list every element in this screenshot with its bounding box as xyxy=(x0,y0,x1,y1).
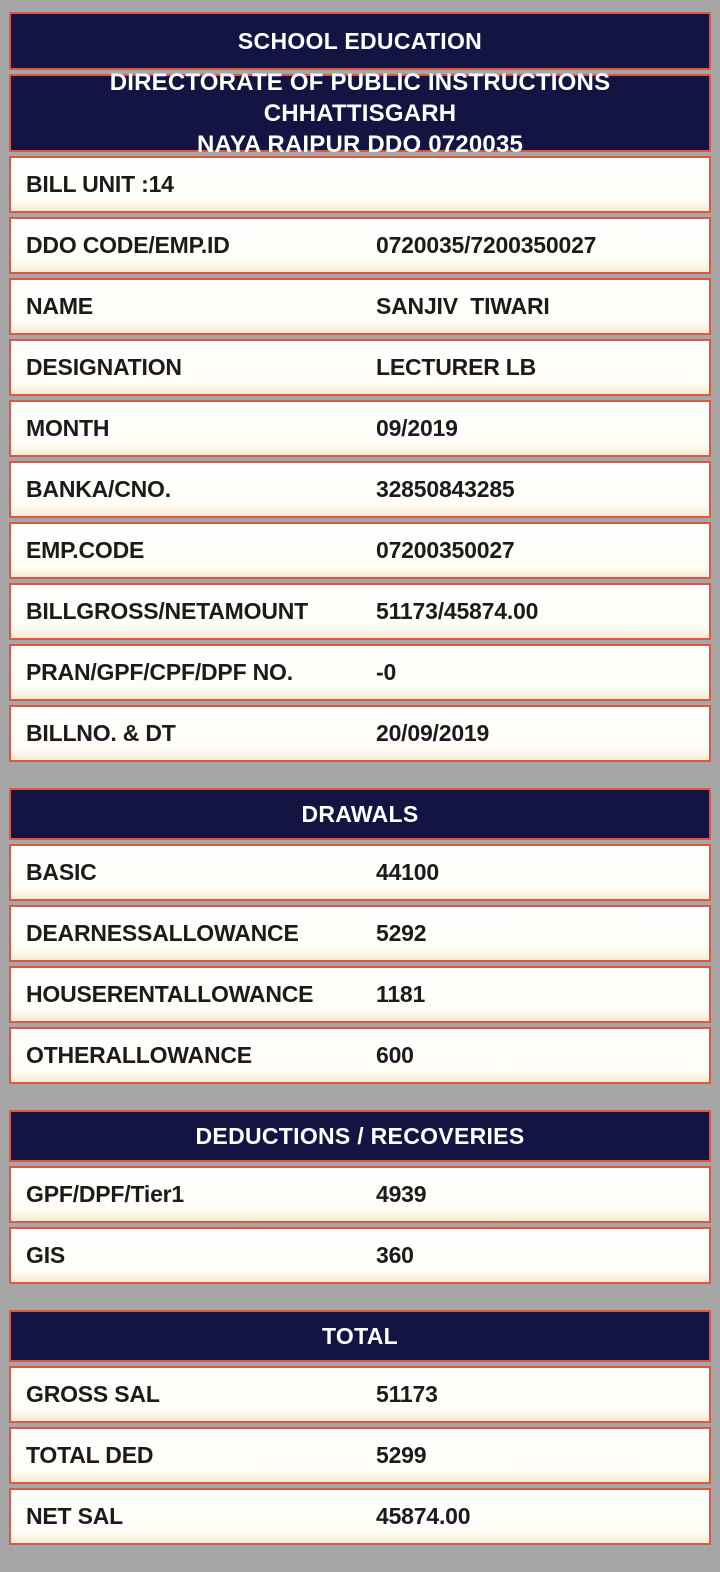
department-title-banner xyxy=(9,12,711,70)
row-value: 5292 xyxy=(376,920,427,946)
row-label: NET SAL xyxy=(26,1503,123,1529)
row-value: 45874.00 xyxy=(376,1503,471,1529)
page-title: SCHOOL EDUCATION xyxy=(237,27,483,54)
row-label: BANKA/CNO. xyxy=(26,476,171,502)
row-value: LECTURER LB xyxy=(376,354,537,380)
row-label: OTHERALLOWANCE xyxy=(26,1042,252,1068)
total-row-total-ded xyxy=(9,1427,711,1484)
drawals-header xyxy=(9,788,711,840)
section-drawals xyxy=(9,788,711,1084)
row-value: 4939 xyxy=(376,1181,427,1207)
row-label: MONTH xyxy=(26,415,110,441)
total-row-net-sal xyxy=(9,1488,711,1545)
directorate-line-1: DIRECTORATE OF PUBLIC INSTRUCTIONS CHHATTISGARH xyxy=(109,68,611,127)
section-title: DEDUCTIONS / RECOVERIES xyxy=(195,1122,525,1149)
info-row-emp-code xyxy=(9,522,711,579)
row-label: TOTAL DED xyxy=(26,1442,154,1468)
section-deductions xyxy=(9,1110,711,1284)
info-row-month xyxy=(9,400,711,457)
deductions-row-gis xyxy=(9,1227,711,1284)
row-value: 20/09/2019 xyxy=(376,720,490,746)
row-label: BILL UNIT :14 xyxy=(26,171,174,197)
row-value: SANJIV TIWARI xyxy=(376,293,550,319)
row-label: BILLGROSS/NETAMOUNT xyxy=(26,598,308,624)
row-label: EMP.CODE xyxy=(26,537,145,563)
deductions-header xyxy=(9,1110,711,1162)
row-label: PRAN/GPF/CPF/DPF NO. xyxy=(26,659,293,685)
row-label: DDO CODE/EMP.ID xyxy=(26,232,230,258)
row-label: GPF/DPF/Tier1 xyxy=(26,1181,185,1207)
row-label: GIS xyxy=(26,1242,66,1268)
employee-info-list xyxy=(9,156,711,762)
directorate-banner xyxy=(9,68,711,158)
row-value: 1181 xyxy=(376,981,426,1007)
row-label: DEARNESSALLOWANCE xyxy=(26,920,299,946)
info-row-name xyxy=(9,278,711,335)
row-value: 600 xyxy=(376,1042,414,1068)
section-total xyxy=(9,1310,711,1545)
info-row-billno-date xyxy=(9,705,711,762)
row-value: 44100 xyxy=(376,859,439,885)
info-row-billgross-netamount xyxy=(9,583,711,640)
drawals-row-house-rent-allowance xyxy=(9,966,711,1023)
drawals-row-dearness-allowance xyxy=(9,905,711,962)
total-header xyxy=(9,1310,711,1362)
directorate-line-2: NAYA RAIPUR DDO 0720035 xyxy=(196,130,524,158)
row-label: HOUSERENTALLOWANCE xyxy=(26,981,314,1007)
row-value: 51173 xyxy=(376,1381,438,1407)
row-label: BASIC xyxy=(26,859,97,885)
row-value: -0 xyxy=(376,659,397,685)
deductions-row-gpf-dpf-tier1 xyxy=(9,1166,711,1223)
section-title: TOTAL xyxy=(321,1322,399,1349)
info-row-pran-gpf-cpf-dpf xyxy=(9,644,711,701)
row-value: 51173/45874.00 xyxy=(376,598,539,624)
drawals-row-other-allowance xyxy=(9,1027,711,1084)
row-value: 0720035/7200350027 xyxy=(376,232,597,258)
info-row-bank-account xyxy=(9,461,711,518)
row-value: 5299 xyxy=(376,1442,427,1468)
row-value: 09/2019 xyxy=(376,415,458,441)
row-value: 32850843285 xyxy=(376,476,515,502)
drawals-row-basic xyxy=(9,844,711,901)
info-row-ddo-code xyxy=(9,217,711,274)
row-label: NAME xyxy=(26,293,93,319)
row-value: 07200350027 xyxy=(376,537,515,563)
row-label: GROSS SAL xyxy=(26,1381,160,1407)
info-row-designation xyxy=(9,339,711,396)
row-value: 360 xyxy=(376,1242,414,1268)
row-label: DESIGNATION xyxy=(26,354,182,380)
row-label: BILLNO. & DT xyxy=(26,720,176,746)
info-row-bill-unit xyxy=(9,156,711,213)
section-title: DRAWALS xyxy=(301,800,419,827)
total-row-gross-sal xyxy=(9,1366,711,1423)
